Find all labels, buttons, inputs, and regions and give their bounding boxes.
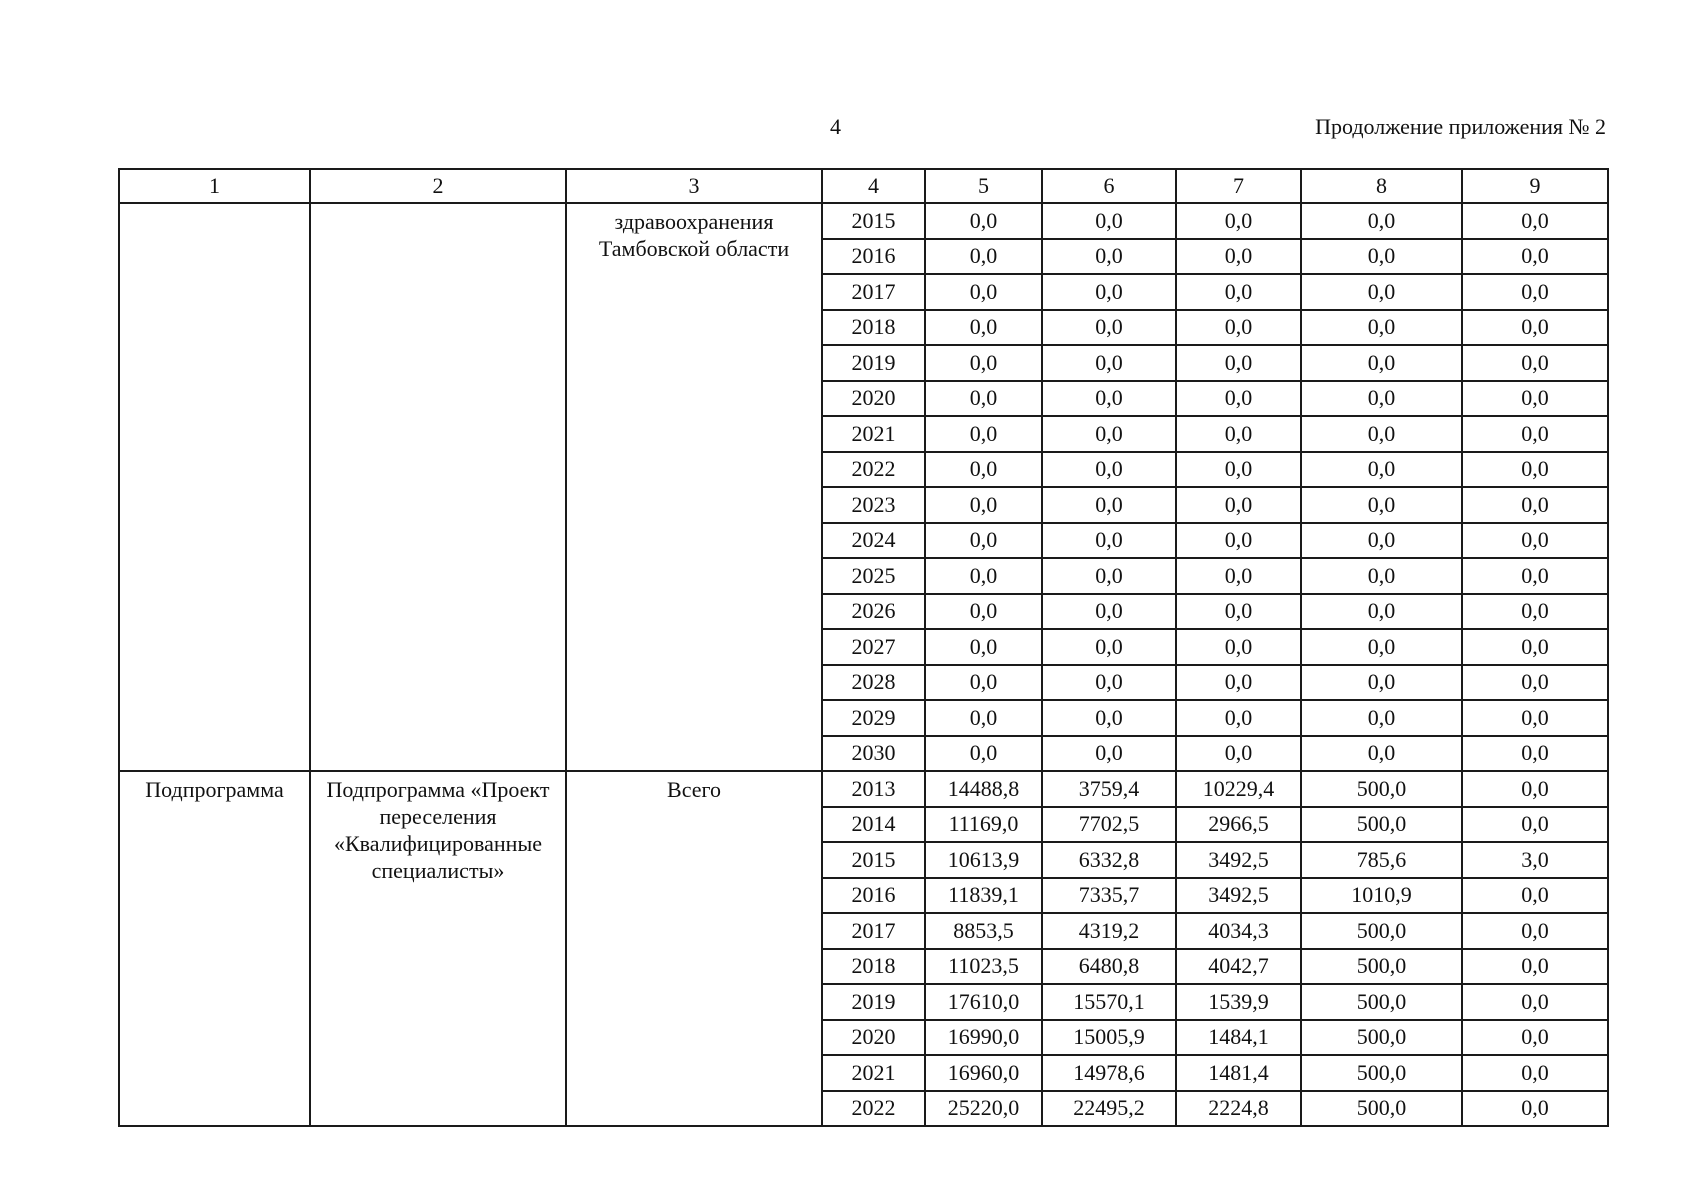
column-header: 5 [925, 169, 1042, 203]
value-cell-col5: 0,0 [925, 452, 1042, 488]
value-cell-col5: 0,0 [925, 239, 1042, 275]
value-cell-col5: 0,0 [925, 345, 1042, 381]
value-cell-col9: 0,0 [1462, 274, 1608, 310]
value-cell-col5: 8853,5 [925, 913, 1042, 949]
value-cell-col7: 0,0 [1176, 203, 1301, 239]
year-cell: 2021 [822, 416, 925, 452]
value-cell-col8: 0,0 [1301, 416, 1462, 452]
value-cell-col6: 0,0 [1042, 345, 1176, 381]
value-cell-col6: 22495,2 [1042, 1091, 1176, 1127]
value-cell-col8: 785,6 [1301, 842, 1462, 878]
value-cell-col5: 0,0 [925, 736, 1042, 772]
value-cell-col8: 0,0 [1301, 274, 1462, 310]
value-cell-col9: 0,0 [1462, 984, 1608, 1020]
value-cell-col9: 3,0 [1462, 842, 1608, 878]
value-cell-col9: 0,0 [1462, 558, 1608, 594]
value-cell-col9: 0,0 [1462, 949, 1608, 985]
value-cell-col5: 0,0 [925, 381, 1042, 417]
value-cell-col5: 14488,8 [925, 771, 1042, 807]
value-cell-col5: 16990,0 [925, 1020, 1042, 1056]
column-header: 4 [822, 169, 925, 203]
value-cell-col6: 0,0 [1042, 629, 1176, 665]
value-cell-col8: 0,0 [1301, 594, 1462, 630]
section-type-cell: Подпрограмма [119, 771, 310, 1126]
value-cell-col7: 1484,1 [1176, 1020, 1301, 1056]
year-cell: 2016 [822, 878, 925, 914]
value-cell-col6: 0,0 [1042, 523, 1176, 559]
funding-source-cell: Всего [566, 771, 822, 1126]
value-cell-col8: 0,0 [1301, 239, 1462, 275]
value-cell-col7: 0,0 [1176, 700, 1301, 736]
year-cell: 2025 [822, 558, 925, 594]
value-cell-col5: 0,0 [925, 558, 1042, 594]
value-cell-col6: 0,0 [1042, 203, 1176, 239]
value-cell-col8: 0,0 [1301, 487, 1462, 523]
value-cell-col5: 10613,9 [925, 842, 1042, 878]
value-cell-col6: 7702,5 [1042, 807, 1176, 843]
year-cell: 2023 [822, 487, 925, 523]
value-cell-col8: 0,0 [1301, 736, 1462, 772]
value-cell-col7: 0,0 [1176, 629, 1301, 665]
value-cell-col5: 16960,0 [925, 1055, 1042, 1091]
value-cell-col8: 500,0 [1301, 913, 1462, 949]
value-cell-col9: 0,0 [1462, 594, 1608, 630]
column-header: 3 [566, 169, 822, 203]
column-header: 2 [310, 169, 566, 203]
year-cell: 2013 [822, 771, 925, 807]
value-cell-col6: 0,0 [1042, 274, 1176, 310]
column-header: 6 [1042, 169, 1176, 203]
value-cell-col9: 0,0 [1462, 629, 1608, 665]
year-cell: 2014 [822, 807, 925, 843]
value-cell-col6: 7335,7 [1042, 878, 1176, 914]
appendix-continuation-label: Продолжение приложения № 2 [1315, 114, 1606, 139]
value-cell-col7: 10229,4 [1176, 771, 1301, 807]
value-cell-col6: 6480,8 [1042, 949, 1176, 985]
value-cell-col9: 0,0 [1462, 452, 1608, 488]
year-cell: 2017 [822, 913, 925, 949]
value-cell-col6: 0,0 [1042, 310, 1176, 346]
value-cell-col7: 0,0 [1176, 487, 1301, 523]
table-row [119, 771, 1608, 807]
value-cell-col5: 0,0 [925, 629, 1042, 665]
value-cell-col7: 0,0 [1176, 452, 1301, 488]
value-cell-col7: 3492,5 [1176, 842, 1301, 878]
budget-table [118, 168, 1609, 1127]
value-cell-col8: 0,0 [1301, 629, 1462, 665]
value-cell-col7: 0,0 [1176, 274, 1301, 310]
value-cell-col5: 25220,0 [925, 1091, 1042, 1127]
year-cell: 2030 [822, 736, 925, 772]
value-cell-col7: 1539,9 [1176, 984, 1301, 1020]
column-number-row [119, 169, 1608, 203]
value-cell-col6: 0,0 [1042, 381, 1176, 417]
year-cell: 2020 [822, 1020, 925, 1056]
value-cell-col9: 0,0 [1462, 487, 1608, 523]
value-cell-col9: 0,0 [1462, 807, 1608, 843]
value-cell-col5: 0,0 [925, 274, 1042, 310]
value-cell-col7: 1481,4 [1176, 1055, 1301, 1091]
year-cell: 2026 [822, 594, 925, 630]
value-cell-col7: 3492,5 [1176, 878, 1301, 914]
value-cell-col8: 0,0 [1301, 700, 1462, 736]
value-cell-col6: 15570,1 [1042, 984, 1176, 1020]
value-cell-col5: 11169,0 [925, 807, 1042, 843]
value-cell-col8: 500,0 [1301, 1055, 1462, 1091]
value-cell-col6: 0,0 [1042, 239, 1176, 275]
page-number: 4 [830, 114, 841, 139]
value-cell-col9: 0,0 [1462, 1091, 1608, 1127]
value-cell-col9: 0,0 [1462, 416, 1608, 452]
value-cell-col7: 0,0 [1176, 594, 1301, 630]
value-cell-col5: 0,0 [925, 487, 1042, 523]
column-header: 7 [1176, 169, 1301, 203]
value-cell-col6: 0,0 [1042, 594, 1176, 630]
value-cell-col9: 0,0 [1462, 665, 1608, 701]
value-cell-col5: 0,0 [925, 416, 1042, 452]
year-cell: 2022 [822, 1091, 925, 1127]
value-cell-col9: 0,0 [1462, 239, 1608, 275]
value-cell-col7: 0,0 [1176, 665, 1301, 701]
value-cell-col6: 14978,6 [1042, 1055, 1176, 1091]
column-header: 1 [119, 169, 310, 203]
value-cell-col9: 0,0 [1462, 381, 1608, 417]
value-cell-col5: 0,0 [925, 523, 1042, 559]
year-cell: 2018 [822, 310, 925, 346]
value-cell-col5: 0,0 [925, 594, 1042, 630]
value-cell-col7: 2224,8 [1176, 1091, 1301, 1127]
value-cell-col7: 0,0 [1176, 239, 1301, 275]
value-cell-col8: 0,0 [1301, 345, 1462, 381]
value-cell-col8: 0,0 [1301, 310, 1462, 346]
year-cell: 2015 [822, 842, 925, 878]
year-cell: 2016 [822, 239, 925, 275]
year-cell: 2015 [822, 203, 925, 239]
value-cell-col8: 500,0 [1301, 984, 1462, 1020]
value-cell-col8: 500,0 [1301, 1091, 1462, 1127]
value-cell-col5: 11839,1 [925, 878, 1042, 914]
value-cell-col7: 0,0 [1176, 381, 1301, 417]
value-cell-col8: 0,0 [1301, 558, 1462, 594]
program-name-cell [310, 203, 566, 771]
value-cell-col9: 0,0 [1462, 523, 1608, 559]
value-cell-col5: 17610,0 [925, 984, 1042, 1020]
value-cell-col7: 4042,7 [1176, 949, 1301, 985]
value-cell-col7: 0,0 [1176, 558, 1301, 594]
value-cell-col6: 3759,4 [1042, 771, 1176, 807]
value-cell-col7: 0,0 [1176, 523, 1301, 559]
value-cell-col7: 0,0 [1176, 416, 1301, 452]
value-cell-col9: 0,0 [1462, 310, 1608, 346]
value-cell-col7: 2966,5 [1176, 807, 1301, 843]
value-cell-col8: 500,0 [1301, 1020, 1462, 1056]
value-cell-col5: 0,0 [925, 700, 1042, 736]
year-cell: 2020 [822, 381, 925, 417]
year-cell: 2017 [822, 274, 925, 310]
table-row [119, 203, 1608, 239]
value-cell-col9: 0,0 [1462, 345, 1608, 381]
value-cell-col6: 0,0 [1042, 416, 1176, 452]
value-cell-col9: 0,0 [1462, 771, 1608, 807]
value-cell-col9: 0,0 [1462, 736, 1608, 772]
value-cell-col8: 0,0 [1301, 452, 1462, 488]
year-cell: 2019 [822, 345, 925, 381]
value-cell-col9: 0,0 [1462, 1020, 1608, 1056]
year-cell: 2018 [822, 949, 925, 985]
value-cell-col8: 0,0 [1301, 523, 1462, 559]
value-cell-col5: 11023,5 [925, 949, 1042, 985]
value-cell-col8: 1010,9 [1301, 878, 1462, 914]
value-cell-col5: 0,0 [925, 665, 1042, 701]
value-cell-col5: 0,0 [925, 203, 1042, 239]
table-body [119, 203, 1608, 1126]
value-cell-col9: 0,0 [1462, 203, 1608, 239]
value-cell-col6: 0,0 [1042, 736, 1176, 772]
column-header: 8 [1301, 169, 1462, 203]
year-cell: 2019 [822, 984, 925, 1020]
value-cell-col7: 0,0 [1176, 736, 1301, 772]
program-name-cell: Подпрограмма «Проект переселения «Квалифицированные специалисты» [310, 771, 566, 1126]
value-cell-col6: 0,0 [1042, 665, 1176, 701]
value-cell-col6: 0,0 [1042, 452, 1176, 488]
value-cell-col7: 4034,3 [1176, 913, 1301, 949]
column-header: 9 [1462, 169, 1608, 203]
value-cell-col6: 0,0 [1042, 558, 1176, 594]
value-cell-col6: 15005,9 [1042, 1020, 1176, 1056]
value-cell-col8: 0,0 [1301, 203, 1462, 239]
value-cell-col7: 0,0 [1176, 345, 1301, 381]
value-cell-col9: 0,0 [1462, 1055, 1608, 1091]
year-cell: 2024 [822, 523, 925, 559]
year-cell: 2029 [822, 700, 925, 736]
value-cell-col7: 0,0 [1176, 310, 1301, 346]
value-cell-col6: 6332,8 [1042, 842, 1176, 878]
section-type-cell [119, 203, 310, 771]
value-cell-col6: 0,0 [1042, 700, 1176, 736]
value-cell-col9: 0,0 [1462, 878, 1608, 914]
value-cell-col8: 500,0 [1301, 771, 1462, 807]
year-cell: 2021 [822, 1055, 925, 1091]
value-cell-col8: 0,0 [1301, 381, 1462, 417]
value-cell-col8: 500,0 [1301, 949, 1462, 985]
year-cell: 2022 [822, 452, 925, 488]
value-cell-col9: 0,0 [1462, 700, 1608, 736]
funding-source-cell: здравоохранения Тамбовской области [566, 203, 822, 771]
year-cell: 2027 [822, 629, 925, 665]
value-cell-col6: 4319,2 [1042, 913, 1176, 949]
year-cell: 2028 [822, 665, 925, 701]
value-cell-col8: 500,0 [1301, 807, 1462, 843]
value-cell-col8: 0,0 [1301, 665, 1462, 701]
value-cell-col6: 0,0 [1042, 487, 1176, 523]
value-cell-col9: 0,0 [1462, 913, 1608, 949]
value-cell-col5: 0,0 [925, 310, 1042, 346]
